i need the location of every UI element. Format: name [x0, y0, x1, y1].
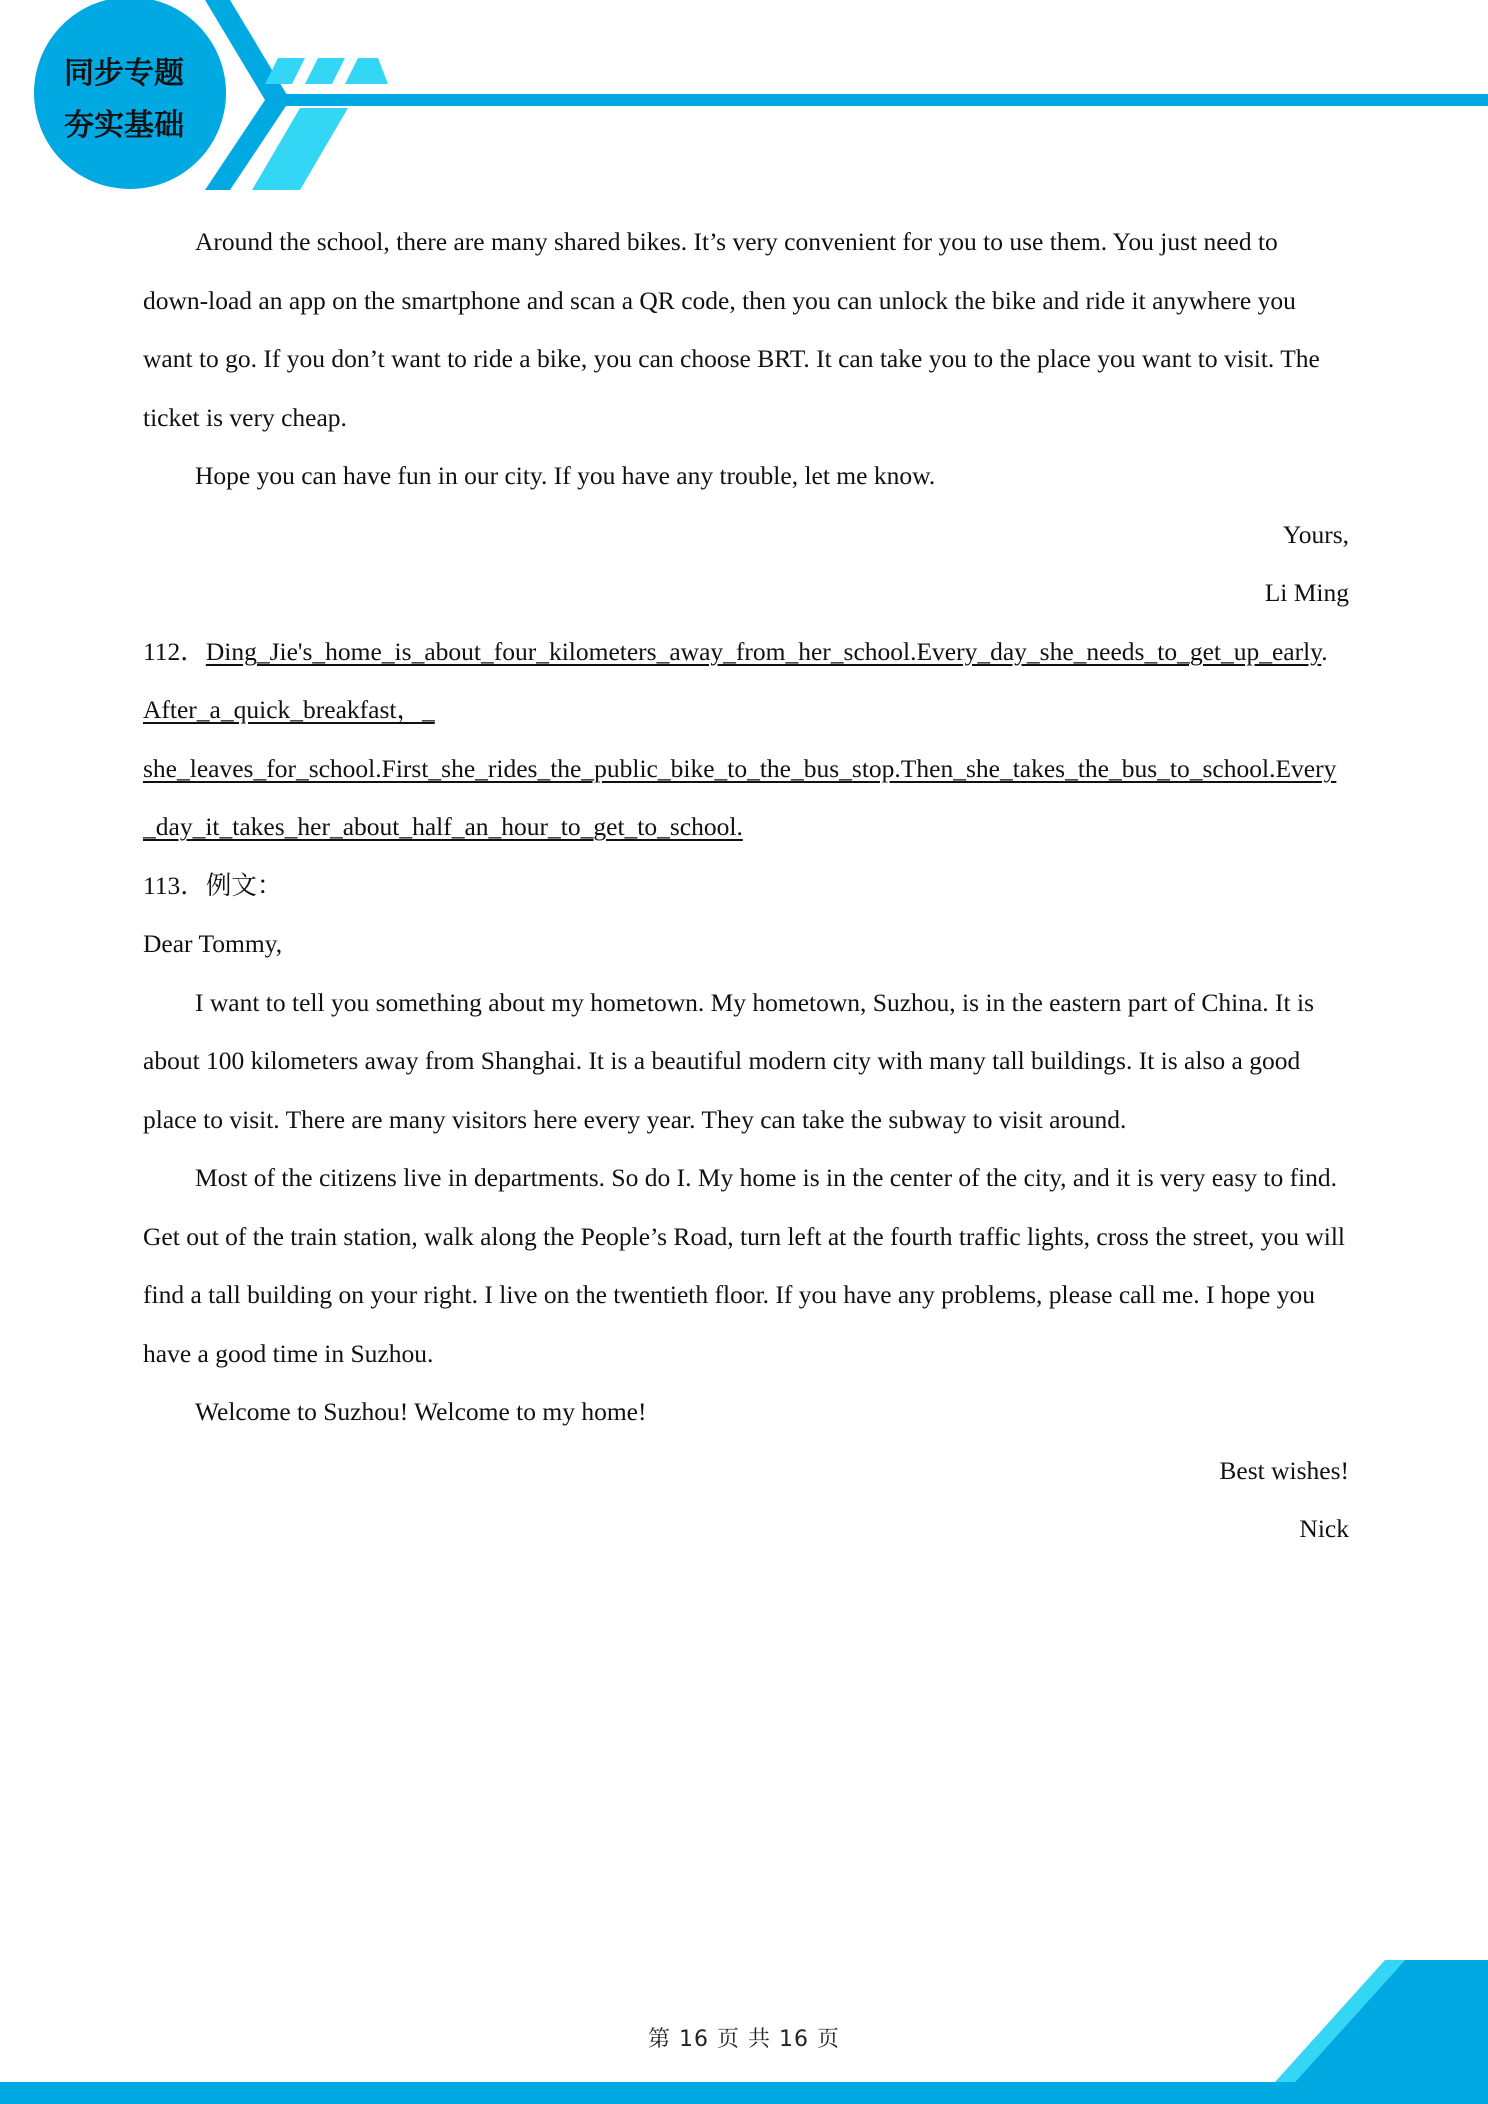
- q112-line-2: [143, 681, 1349, 740]
- paragraph: Welcome to Suzhou! Welcome to my home!: [195, 1397, 647, 1426]
- q112-answer-line-3: she_leaves_for_school.First_she_rides_the_public_bike_to_the_bus_stop.Then_she_takes_the_bus_to_school.Every_day_it_takes_her_about_half_an_hour_to_get_to_school.: [143, 753, 1337, 841]
- document-body: [143, 213, 1349, 1559]
- q113-label: 例文：: [205, 870, 283, 900]
- q113-heading: [143, 857, 1349, 916]
- header-banner: [0, 0, 1488, 200]
- question-112: [143, 623, 1349, 857]
- letter-signature: Nick: [1299, 1514, 1349, 1543]
- q112-line-1: [143, 623, 1349, 682]
- header-dash-3: [345, 58, 388, 84]
- paragraph: I want to tell you something about my hometown. My hometown, Suzhou, is in the eastern part of China. It is about 100 kilometers away from Shanghai. It is a beautiful modern city with many tall buildings. It is also a good place to visit. There are many visitors here every year. They can take the subway to visit around.: [143, 987, 1315, 1134]
- question-113: [143, 857, 1349, 1559]
- q112-line-1-end: .: [1321, 636, 1328, 666]
- q112-number: 112．: [143, 636, 206, 666]
- header-bar: [285, 94, 1488, 106]
- paragraph: Hope you can have fun in our city. If you have any trouble, let me know.: [195, 461, 936, 490]
- footer-corner: [1295, 1960, 1488, 2082]
- letter-closing: Best wishes!: [1219, 1455, 1349, 1485]
- badge-line-2: 夯实基础: [64, 108, 184, 143]
- q112-answer-line-1: Ding_Jie's_home_is_about_four_kilometers_away_from_her_school.Every_day_she_needs_to_get_up_early: [205, 636, 1322, 666]
- paragraph: Most of the citizens live in departments. So do I. My home is in the center of the city, and it is very easy to find. Get out of the train station, walk along the People’s Road, turn left at the fourth traffic lights, cross the street, you will find a tall building on your right. I live on the twentieth floor. If you have any problems, please call me. I hope you have a good time in Suzhou.: [143, 1163, 1346, 1368]
- badge-line-1: 同步专题: [64, 56, 184, 91]
- letter-closing: Yours,: [1282, 519, 1349, 549]
- q113-number: 113．: [143, 870, 206, 900]
- letter-greeting: Dear Tommy,: [143, 929, 283, 958]
- paragraph: Around the school, there are many shared bikes. It’s very convenient for you to use them. You just need to down-load an app on the smartphone and scan a QR code, then you can unlock the bike and ride it anywhere you want to go. If you don’t want to ride a bike, you can choose BRT. It can take you to the place you want to visit. The ticket is very cheap.: [143, 227, 1320, 432]
- footer-bar: [0, 2082, 1488, 2104]
- page-number: 第 16 页 共 16 页: [648, 2027, 840, 2052]
- q112-answer-line-2: After_a_quick_breakfast，_: [143, 695, 435, 724]
- header-dash-2: [305, 58, 345, 84]
- letter-signature: Li Ming: [1264, 578, 1349, 607]
- q112-line-3: [143, 740, 1349, 857]
- header-badge: [36, 48, 212, 152]
